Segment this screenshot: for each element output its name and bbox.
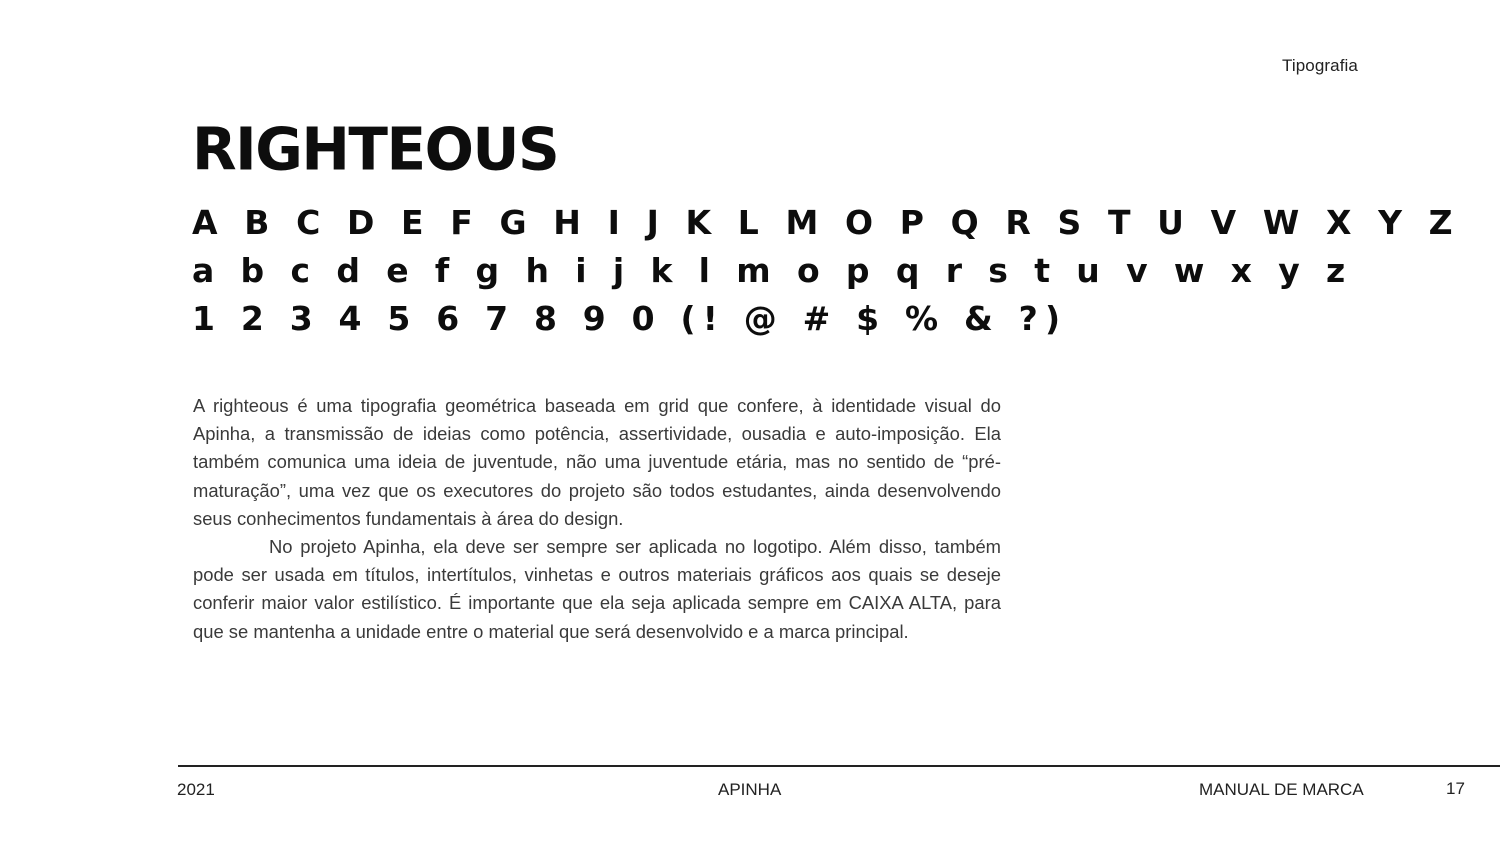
footer-document-title: MANUAL DE MARCA: [1199, 780, 1364, 799]
footer-year: 2021: [177, 780, 215, 799]
footer-divider: [178, 765, 1500, 767]
digits-and-symbols: 1 2 3 4 5 6 7 8 9 0 (! @ # $ % & ?): [192, 299, 1068, 338]
footer-brand: APINHA: [718, 780, 782, 799]
lowercase-alphabet: a b c d e f g h i j k l m o p q r s t u v w x y z: [192, 251, 1353, 290]
uppercase-alphabet: A B C D E F G H I J K L M O P Q R S T U V W X Y Z: [192, 203, 1461, 242]
typeface-name: RIGHTEOUS: [192, 114, 559, 184]
page-number: 17: [1446, 779, 1465, 798]
description-paragraph-1: A righteous é uma tipografia geométrica baseada em grid que confere, à identidade visual do Apinha, a transmissão de ideias como potência, assertividade, ousadia e auto-imposição. Ela também comunica uma ideia de juventude, não uma juventude etária, mas no sentido de “pré-maturação”, uma vez que os executores do projeto são todos estudantes, ainda desenvolvendo seus conhecimentos fundamentais à área do design.: [193, 395, 1001, 529]
description-text: [193, 392, 1001, 646]
description-paragraph-2: No projeto Apinha, ela deve ser sempre ser aplicada no logotipo. Além disso, também pode ser usada em títulos, intertítulos, vinhetas e outros materiais gráficos aos quais se deseje conferir maior valor estilístico. É importante que ela seja aplicada sempre em CAIXA ALTA, para que se mantenha a unidade entre o material que será desenvolvido e a marca principal.: [193, 536, 1001, 642]
section-label: Tipografia: [1282, 56, 1358, 75]
